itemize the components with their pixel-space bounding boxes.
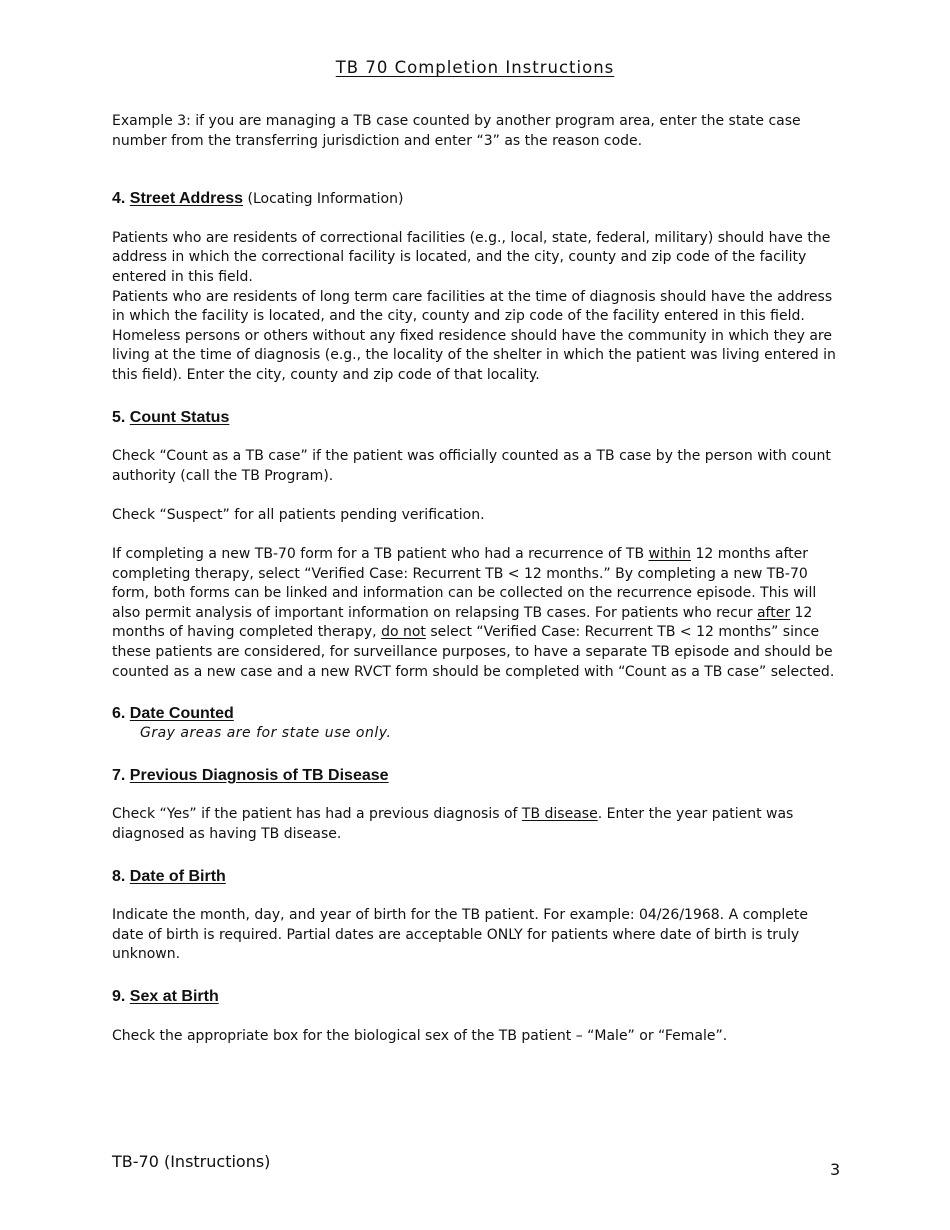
section-7-heading (112, 766, 840, 786)
section-number: 8. (112, 867, 126, 885)
long-term-care-paragraph: Patients who are residents of long term care facilities at the time of diagnosis should have the address in which the facility is located, and the city, county and zip code of the facility entered in this field. (112, 288, 833, 325)
footer-form-label: TB-70 (Instructions) (112, 1152, 271, 1171)
emphasis-tb-disease: TB disease (521, 806, 598, 823)
text-run: . Enter the year patient was diagnosed as having TB disease. (112, 806, 794, 843)
emphasis-within: within (648, 546, 691, 563)
count-as-case-paragraph: Check “Count as a TB case” if the patient was officially counted as a TB case by the person with count authority (call the TB Program). (112, 448, 831, 484)
gray-areas-note: Gray areas are for state use only. (140, 725, 392, 742)
section-8-heading (112, 867, 840, 887)
section-number: 4. (112, 190, 126, 208)
sex-at-birth-paragraph: Check the appropriate box for the biological sex of the TB patient – “Male” or “Female”. (112, 1027, 728, 1044)
date-of-birth-paragraph: Indicate the month, day, and year of birth for the TB patient. For example: 04/26/1968. A complete date of birth is required. Partial dates are acceptable ONLY for patients where date of birth is truly unknown. (112, 907, 809, 963)
section-number: 7. (112, 766, 126, 784)
text-run: Check “Yes” if the patient has had a previous diagnosis of (112, 806, 522, 823)
text-run: 12 months of having completed therapy, (112, 604, 813, 641)
section-4-heading (112, 189, 840, 209)
section-number: 6. (112, 705, 126, 723)
emphasis-do-not: do not (381, 624, 426, 641)
section-title: Date Counted (129, 705, 234, 723)
text-run: select “Verified Case: Recurrent TB < 12 months” since these patients are considered, for surveillance purposes, to have a separate TB episode and should be counted as a new case and a new RVCT form should be completed with “Count as a TB case” selected. (112, 624, 835, 680)
correctional-facilities-paragraph: Patients who are residents of correctional facilities (e.g., local, state, federal, military) should have the address in which the correctional facility is located, and the city, county and zip code of the facility entered in this field. (112, 229, 831, 285)
text-run: If completing a new TB-70 form for a TB patient who had a recurrence of TB (112, 546, 649, 563)
suspect-paragraph: Check “Suspect” for all patients pending verification. (112, 506, 485, 523)
page-number: 3 (830, 1160, 841, 1179)
section-9-heading (112, 987, 840, 1007)
section-note: (Locating Information) (247, 191, 404, 208)
section-5-heading (112, 408, 840, 428)
section-title: Sex at Birth (129, 988, 219, 1005)
document-body (112, 112, 840, 1046)
section-number: 9. (112, 988, 126, 1005)
section-6-heading (112, 704, 840, 724)
previous-diagnosis-paragraph (112, 805, 840, 844)
recurrence-paragraph (112, 545, 840, 682)
homeless-paragraph: Homeless persons or others without any fixed residence should have the community in which they are living at the time of diagnosis (e.g., the locality of the shelter in which the patient was living entered in this field). Enter the city, county and zip code of that locality. (112, 327, 836, 383)
emphasis-after: after (756, 604, 791, 621)
section-title: Date of Birth (129, 867, 226, 885)
section-number: 5. (112, 408, 126, 426)
section-title: Street Address (129, 190, 244, 208)
page-title: TB 70 Completion Instructions (335, 58, 615, 77)
example-3-paragraph: Example 3: if you are managing a TB case counted by another program area, enter the state case number from the transferring jurisdiction and enter “3” as the reason code. (112, 113, 801, 149)
section-title: Count Status (129, 408, 230, 426)
text-run: 12 months after completing therapy, select “Verified Case: Recurrent TB < 12 months.” By completing a new TB-70 form, both forms can be linked and information can be collected on the recurrence episode. This will also permit analysis of important information on relapsing TB cases. For patients who recur (112, 546, 817, 621)
section-title: Previous Diagnosis of TB Disease (129, 766, 389, 784)
